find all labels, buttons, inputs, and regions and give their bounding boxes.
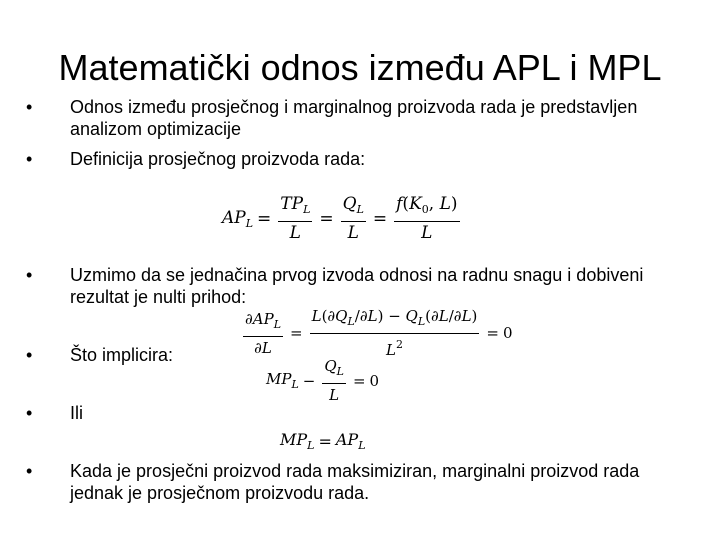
bullet-item	[26, 148, 676, 170]
bullet-text: Definicija prosječnog proizvoda rada:	[70, 149, 366, 169]
bullet-item	[26, 96, 676, 140]
formula-derivative: $\frac{\partial AP_L}{\partial L}$ = $\frac{L(\partial Q_L/\partial L) - Q_L(\partial L/\partial L)}{L^2}$ = 0	[245, 307, 513, 359]
bullet-dot: •	[26, 345, 33, 365]
formula-equality: $MP_L$ = $AP_L$	[280, 430, 366, 452]
bullet-item	[26, 264, 676, 308]
bullet-text: Odnos između prosječnog i marginalnog proizvoda rada je predstavljen analizom optimizacije	[70, 97, 638, 139]
bullet-dot: •	[26, 97, 33, 117]
bullet-dot: •	[26, 461, 33, 481]
bullet-text: Kada je prosječni proizvod rada maksimiziran, marginalni proizvod rada jednak je prosječnom proizvodu rada.	[70, 461, 640, 503]
bullet-text: Uzmimo da se jednačina prvog izvoda odnosi na radnu snagu i dobiveni rezultat je nulti prihod:	[70, 265, 644, 307]
formula-implication: $MP_L$ − $\frac{Q_L}{L}$ = 0	[266, 357, 380, 404]
formula-apl-definition: $AP_L$ = $\frac{TP_L}{L}$ = $\frac{Q_L}{L}$ = $\frac{f(K_0, L)}{L}$	[222, 194, 458, 243]
bullet-item	[26, 460, 676, 504]
slide-title: Matematički odnos između APL i MPL	[58, 47, 662, 88]
bullet-dot: •	[26, 265, 33, 285]
bullet-text: Ili	[70, 403, 83, 423]
bullet-text: Što implicira:	[70, 345, 174, 365]
bullet-dot: •	[26, 403, 33, 423]
bullet-dot: •	[26, 149, 33, 169]
bullet-item	[26, 402, 676, 424]
